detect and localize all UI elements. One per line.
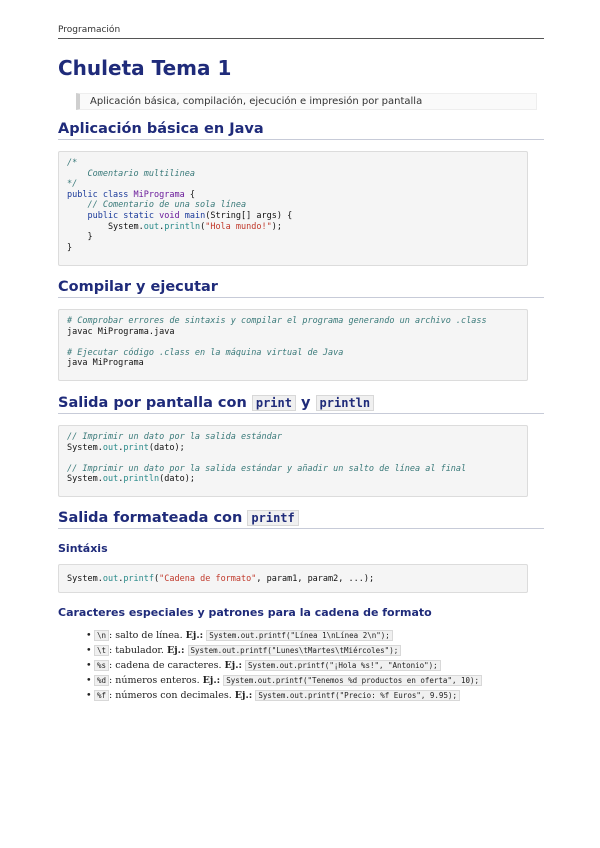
code-text: , param1, param2, ...);	[256, 574, 375, 584]
code-member: out	[143, 221, 160, 232]
code-block-printf	[58, 564, 528, 593]
code-comment: # Comprobar errores de sintaxis y compilar el programa generando un archivo .class	[67, 316, 487, 326]
code-text: (dato);	[159, 474, 195, 485]
code-text: }	[67, 232, 93, 243]
code-text: java MiPrograma	[67, 358, 144, 369]
section-heading-compilar: Compilar y ejecutar	[58, 279, 544, 298]
heading-code: print	[252, 395, 296, 411]
code-comment: // Comentario de una sola línea	[67, 200, 247, 211]
example-label: Ej.:	[185, 630, 204, 641]
code-text: javac MiPrograma.java	[67, 326, 175, 337]
code-text: );	[271, 221, 282, 232]
code-function: main	[184, 210, 206, 221]
inline-code-example: System.out.printf("Lunes\tMartes\tMiércoles");	[188, 645, 402, 656]
code-member: println	[123, 474, 160, 485]
code-comment: // Imprimir un dato por la salida estándar	[67, 432, 282, 442]
code-block-hello-world	[58, 151, 528, 266]
list-item	[86, 629, 482, 644]
code-comment: // Imprimir un dato por la salida estándar y añadir un salto de línea al final	[67, 463, 467, 474]
code-string: "Hola mundo!"	[205, 221, 272, 232]
heading-text: Salida formateada con	[58, 510, 243, 526]
bullet: •	[86, 690, 92, 701]
inline-code: %f	[94, 690, 109, 701]
inline-code: %d	[94, 675, 109, 686]
code-comment: /*	[67, 158, 78, 168]
running-header: Programación	[58, 25, 544, 39]
section-heading-formateada	[58, 510, 544, 529]
code-text: {	[184, 189, 195, 200]
item-description: : números enteros.	[109, 675, 200, 686]
code-text: System.	[67, 442, 103, 453]
inline-code-example: System.out.printf("Tenemos %d productos en oferta", 10);	[223, 675, 482, 686]
section-heading-salida	[58, 395, 544, 414]
format-specifier-list	[86, 629, 482, 704]
code-member: println	[164, 221, 201, 232]
bullet: •	[86, 660, 92, 671]
code-class-name: MiPrograma	[133, 189, 185, 200]
page-title: Chuleta Tema 1	[58, 56, 232, 80]
list-item	[86, 659, 482, 674]
heading-code: printf	[247, 510, 298, 526]
code-text: }	[67, 242, 73, 253]
code-text: .	[159, 221, 165, 232]
bullet: •	[86, 645, 92, 656]
code-member: print	[123, 442, 149, 453]
code-keyword: public static	[67, 210, 160, 221]
code-text: System.	[67, 574, 103, 584]
inline-code: %s	[94, 660, 109, 671]
code-string: "Cadena de formato"	[159, 574, 257, 584]
list-item	[86, 689, 482, 704]
example-label: Ej.:	[234, 690, 253, 701]
code-member: out	[102, 574, 119, 584]
code-type: void	[159, 210, 180, 221]
item-description: : tabulador.	[109, 645, 164, 656]
code-block-print	[58, 425, 528, 497]
code-member: out	[102, 474, 119, 485]
heading-code: println	[316, 395, 375, 411]
list-item	[86, 644, 482, 659]
item-description: : números con decimales.	[109, 690, 232, 701]
code-text: .	[118, 574, 124, 584]
inline-code: \t	[94, 645, 109, 656]
item-description: : cadena de caracteres.	[109, 660, 222, 671]
code-comment: */	[67, 179, 78, 190]
code-member: printf	[123, 574, 155, 584]
subheading-caracteres: Caracteres especiales y patrones para la cadena de formato	[58, 606, 432, 619]
heading-text: y	[301, 395, 311, 411]
example-label: Ej.:	[202, 675, 221, 686]
item-description: : salto de línea.	[109, 630, 183, 641]
bullet: •	[86, 630, 92, 641]
inline-code-example: System.out.printf("Precio: %f Euros", 9.95);	[255, 690, 460, 701]
bullet: •	[86, 675, 92, 686]
code-member: out	[102, 442, 119, 453]
example-label: Ej.:	[166, 645, 185, 656]
subheading-sintaxis: Sintáxis	[58, 542, 108, 555]
code-text: (	[154, 574, 160, 584]
example-label: Ej.:	[224, 660, 243, 671]
inline-code-example: System.out.printf("¡Hola %s!", "Antonio");	[245, 660, 441, 671]
section-heading-aplicacion: Aplicación básica en Java	[58, 121, 544, 140]
code-text: (dato);	[148, 442, 185, 453]
code-text: System.	[67, 474, 103, 485]
inline-code: \n	[94, 630, 109, 641]
code-comment: # Ejecutar código .class en la máquina virtual de Java	[67, 347, 344, 358]
code-comment: Comentario multilinea	[67, 168, 195, 179]
code-text: (String[] args) {	[205, 210, 293, 221]
inline-code-example: System.out.printf("Línea 1\nLínea 2\n");	[206, 630, 393, 641]
code-block-compile	[58, 309, 528, 381]
list-item	[86, 674, 482, 689]
subtitle-quote: Aplicación básica, compilación, ejecución e impresión por pantalla	[76, 93, 537, 110]
code-text: (	[200, 221, 206, 232]
heading-text: Salida por pantalla con	[58, 395, 247, 411]
code-text: .	[118, 442, 124, 453]
code-text: System.	[67, 221, 144, 232]
code-text: .	[118, 474, 124, 485]
code-keyword: public class	[67, 189, 134, 200]
